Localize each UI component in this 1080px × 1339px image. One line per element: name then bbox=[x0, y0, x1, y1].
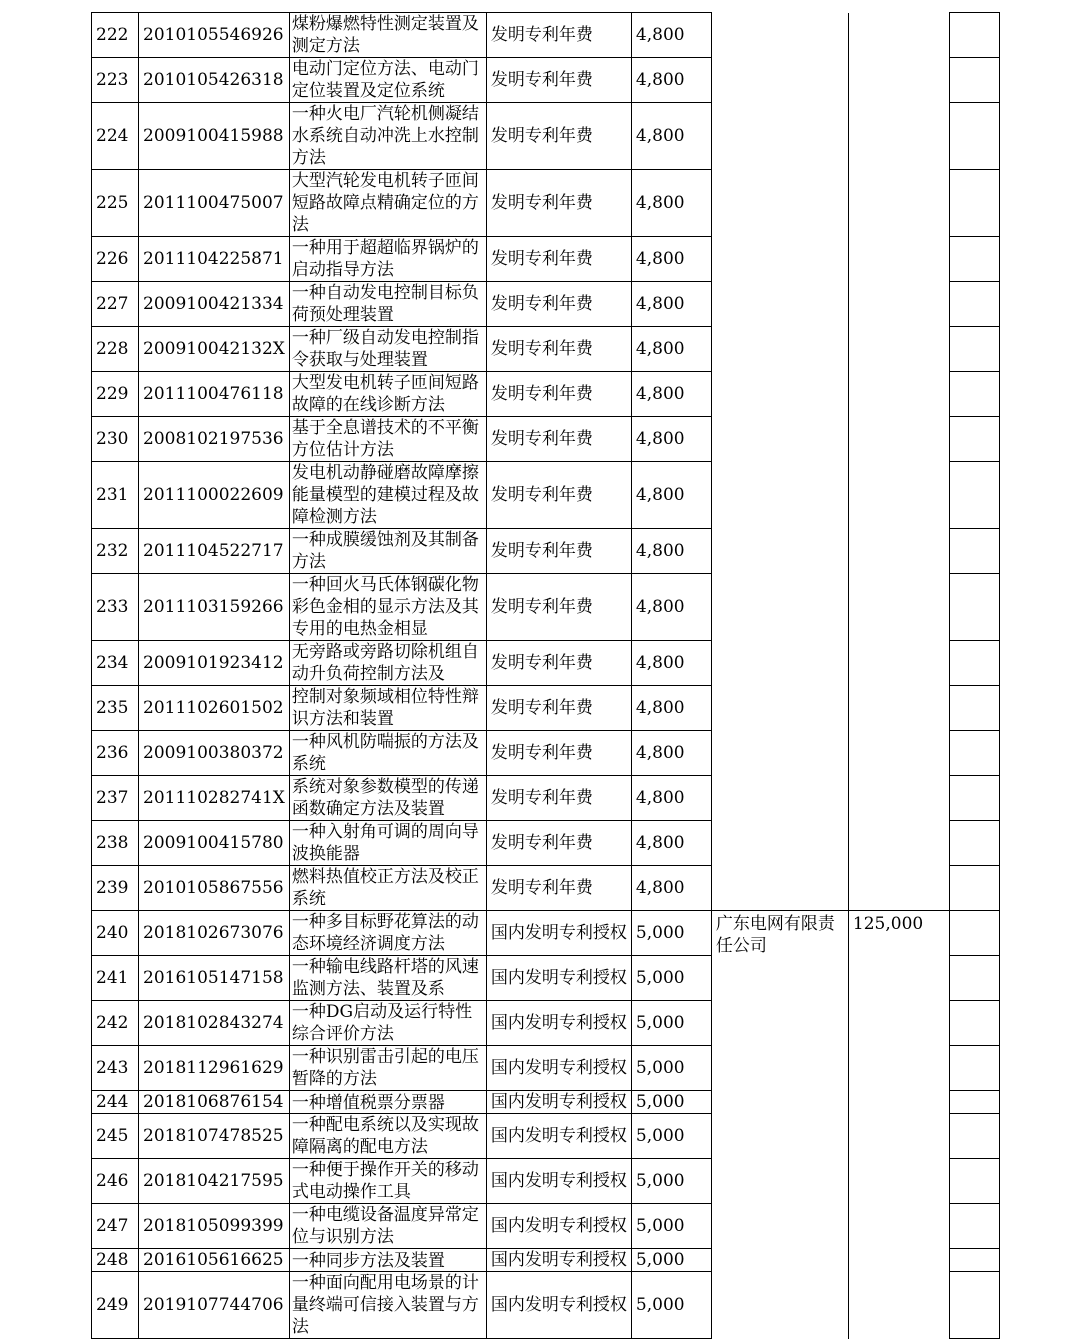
patent-name-text: 一种入射角可调的周向导波换能器 bbox=[291, 822, 479, 864]
application-number: 200910042132X bbox=[139, 327, 290, 372]
row-number: 230 bbox=[92, 417, 139, 462]
fee-amount: 4,800 bbox=[631, 58, 711, 103]
fee-amount: 4,800 bbox=[631, 13, 711, 58]
patent-name-text: 大型汽轮发电机转子匝间短路故障点精确定位的方法 bbox=[291, 171, 479, 235]
table-row bbox=[92, 58, 1000, 103]
organization-empty bbox=[711, 237, 848, 282]
fee-type: 发明专利年费 bbox=[486, 574, 631, 641]
row-number: 222 bbox=[92, 13, 139, 58]
row-number: 231 bbox=[92, 462, 139, 529]
patent-name-text: 一种多目标野花算法的动态环境经济调度方法 bbox=[291, 912, 479, 954]
table-row bbox=[92, 282, 1000, 327]
organization-total-empty bbox=[848, 731, 949, 776]
application-number: 2011104225871 bbox=[139, 237, 290, 282]
table-row bbox=[92, 866, 1000, 911]
blank-cell bbox=[949, 58, 999, 103]
fee-amount: 5,000 bbox=[631, 1249, 711, 1272]
row-number: 238 bbox=[92, 821, 139, 866]
patent-name-text: 一种便于操作开关的移动式电动操作工具 bbox=[291, 1160, 479, 1202]
patent-name-text: 无旁路或旁路切除机组自动升负荷控制方法及 bbox=[291, 642, 479, 684]
table-row bbox=[92, 237, 1000, 282]
patent-name-text: 大型发电机转子匝间短路故障的在线诊断方法 bbox=[291, 373, 479, 415]
table-row bbox=[92, 170, 1000, 237]
patent-name-text: 一种回火马氏体钢碳化物彩色金相的显示方法及其专用的电热金相显 bbox=[291, 575, 479, 639]
patent-name-text: 燃料热值校正方法及校正系统 bbox=[291, 867, 479, 909]
row-number: 248 bbox=[92, 1249, 139, 1272]
patent-name bbox=[289, 103, 486, 170]
patent-name bbox=[289, 1091, 486, 1114]
blank-cell bbox=[949, 1272, 999, 1339]
blank-cell bbox=[949, 821, 999, 866]
organization-total-empty bbox=[848, 282, 949, 327]
fee-amount: 5,000 bbox=[631, 1272, 711, 1339]
blank-cell bbox=[949, 1204, 999, 1249]
fee-amount: 4,800 bbox=[631, 529, 711, 574]
fee-amount: 4,800 bbox=[631, 686, 711, 731]
fee-amount: 5,000 bbox=[631, 1091, 711, 1114]
patent-name-text: 一种火电厂汽轮机侧凝结水系统自动冲洗上水控制方法 bbox=[291, 104, 479, 168]
organization-total-empty bbox=[848, 866, 949, 911]
row-number: 233 bbox=[92, 574, 139, 641]
table-row bbox=[92, 574, 1000, 641]
patent-name-text: 一种DG启动及运行特性综合评价方法 bbox=[291, 1002, 473, 1044]
fee-type: 发明专利年费 bbox=[486, 13, 631, 58]
organization-total-empty bbox=[848, 686, 949, 731]
fee-type: 发明专利年费 bbox=[486, 821, 631, 866]
row-number: 236 bbox=[92, 731, 139, 776]
application-number: 2010105546926 bbox=[139, 13, 290, 58]
row-number: 232 bbox=[92, 529, 139, 574]
blank-cell bbox=[949, 911, 999, 956]
blank-cell bbox=[949, 237, 999, 282]
patent-name-text: 系统对象参数模型的传递函数确定方法及装置 bbox=[291, 777, 479, 819]
table-row bbox=[92, 731, 1000, 776]
application-number: 2018104217595 bbox=[139, 1159, 290, 1204]
patent-name bbox=[289, 956, 486, 1001]
application-number: 2011100022609 bbox=[139, 462, 290, 529]
patent-name bbox=[289, 1249, 486, 1272]
patent-name-text: 一种配电系统以及实现故障隔离的配电方法 bbox=[291, 1115, 479, 1157]
patent-name-text: 一种电缆设备温度异常定位与识别方法 bbox=[291, 1205, 479, 1247]
blank-cell bbox=[949, 1001, 999, 1046]
blank-cell bbox=[949, 417, 999, 462]
row-number: 224 bbox=[92, 103, 139, 170]
fee-type: 国内发明专利授权 bbox=[486, 1159, 631, 1204]
patent-name-text: 一种输电线路杆塔的风速监测方法、装置及系 bbox=[291, 957, 479, 999]
fee-type: 发明专利年费 bbox=[486, 237, 631, 282]
patent-name bbox=[289, 372, 486, 417]
organization-empty bbox=[711, 776, 848, 821]
patent-name bbox=[289, 529, 486, 574]
row-number: 235 bbox=[92, 686, 139, 731]
patent-name bbox=[289, 237, 486, 282]
fee-amount: 4,800 bbox=[631, 170, 711, 237]
patent-name-text: 煤粉爆燃特性测定装置及测定方法 bbox=[291, 14, 479, 56]
application-number: 2018112961629 bbox=[139, 1046, 290, 1091]
organization-total-empty bbox=[848, 13, 949, 58]
organization-total-empty bbox=[848, 372, 949, 417]
application-number: 2018107478525 bbox=[139, 1114, 290, 1159]
organization-empty bbox=[711, 731, 848, 776]
application-number: 2018105099399 bbox=[139, 1204, 290, 1249]
blank-cell bbox=[949, 103, 999, 170]
blank-cell bbox=[949, 1159, 999, 1204]
table-row bbox=[92, 776, 1000, 821]
patent-name-text: 发电机动静碰磨故障摩擦能量模型的建模过程及故障检测方法 bbox=[291, 463, 479, 527]
application-number: 2009100415988 bbox=[139, 103, 290, 170]
table-row bbox=[92, 372, 1000, 417]
patent-name-text: 一种自动发电控制目标负荷预处理装置 bbox=[291, 283, 479, 325]
organization-empty bbox=[711, 282, 848, 327]
organization-empty bbox=[711, 103, 848, 170]
row-number: 244 bbox=[92, 1091, 139, 1114]
row-number: 223 bbox=[92, 58, 139, 103]
application-number: 2019107744706 bbox=[139, 1272, 290, 1339]
fee-type: 国内发明专利授权 bbox=[486, 1272, 631, 1339]
organization-total-empty bbox=[848, 327, 949, 372]
organization-total-empty bbox=[848, 641, 949, 686]
row-number: 226 bbox=[92, 237, 139, 282]
table-row bbox=[92, 103, 1000, 170]
row-number: 245 bbox=[92, 1114, 139, 1159]
organization-total-empty bbox=[848, 529, 949, 574]
application-number: 2010105867556 bbox=[139, 866, 290, 911]
fee-amount: 4,800 bbox=[631, 237, 711, 282]
patent-name bbox=[289, 911, 486, 956]
fee-amount: 4,800 bbox=[631, 282, 711, 327]
fee-type: 国内发明专利授权 bbox=[486, 911, 631, 956]
organization-empty bbox=[711, 327, 848, 372]
blank-cell bbox=[949, 956, 999, 1001]
blank-cell bbox=[949, 574, 999, 641]
fee-amount: 4,800 bbox=[631, 372, 711, 417]
organization-empty bbox=[711, 574, 848, 641]
table-row bbox=[92, 13, 1000, 58]
patent-name-text: 一种面向配用电场景的计量终端可信接入装置与方法 bbox=[291, 1273, 479, 1337]
table-row bbox=[92, 327, 1000, 372]
blank-cell bbox=[949, 686, 999, 731]
row-number: 225 bbox=[92, 170, 139, 237]
fee-type: 国内发明专利授权 bbox=[486, 1114, 631, 1159]
blank-cell bbox=[949, 327, 999, 372]
organization-empty bbox=[711, 529, 848, 574]
fee-type: 国内发明专利授权 bbox=[486, 1204, 631, 1249]
table-row bbox=[92, 529, 1000, 574]
organization-empty bbox=[711, 821, 848, 866]
row-number: 242 bbox=[92, 1001, 139, 1046]
organization-total-empty bbox=[848, 237, 949, 282]
patent-name bbox=[289, 1114, 486, 1159]
application-number: 2018106876154 bbox=[139, 1091, 290, 1114]
patent-name bbox=[289, 13, 486, 58]
application-number: 2011100476118 bbox=[139, 372, 290, 417]
patent-name bbox=[289, 776, 486, 821]
patent-name bbox=[289, 866, 486, 911]
fee-amount: 4,800 bbox=[631, 641, 711, 686]
fee-amount: 4,800 bbox=[631, 821, 711, 866]
fee-type: 发明专利年费 bbox=[486, 462, 631, 529]
patent-name bbox=[289, 170, 486, 237]
blank-cell bbox=[949, 731, 999, 776]
fee-type: 国内发明专利授权 bbox=[486, 1001, 631, 1046]
patent-name bbox=[289, 1159, 486, 1204]
application-number: 2009100415780 bbox=[139, 821, 290, 866]
organization-empty bbox=[711, 170, 848, 237]
organization-empty bbox=[711, 372, 848, 417]
blank-cell bbox=[949, 462, 999, 529]
row-number: 241 bbox=[92, 956, 139, 1001]
patent-name-text: 基于全息谱技术的不平衡方位估计方法 bbox=[291, 418, 479, 460]
patent-name bbox=[289, 1272, 486, 1339]
patent-name bbox=[289, 1001, 486, 1046]
fee-type: 发明专利年费 bbox=[486, 731, 631, 776]
application-number: 2016105147158 bbox=[139, 956, 290, 1001]
row-number: 227 bbox=[92, 282, 139, 327]
blank-cell bbox=[949, 529, 999, 574]
patent-name-text: 控制对象频域相位特性辩识方法和装置 bbox=[291, 687, 479, 729]
fee-amount: 4,800 bbox=[631, 462, 711, 529]
application-number: 2010105426318 bbox=[139, 58, 290, 103]
table-row bbox=[92, 911, 1000, 956]
row-number: 243 bbox=[92, 1046, 139, 1091]
organization-empty bbox=[711, 462, 848, 529]
row-number: 246 bbox=[92, 1159, 139, 1204]
patent-name-text: 一种用于超超临界锅炉的启动指导方法 bbox=[291, 238, 479, 280]
application-number: 2009101923412 bbox=[139, 641, 290, 686]
fee-amount: 5,000 bbox=[631, 1046, 711, 1091]
fee-amount: 4,800 bbox=[631, 327, 711, 372]
application-number: 2011103159266 bbox=[139, 574, 290, 641]
application-number: 2011102601502 bbox=[139, 686, 290, 731]
fee-amount: 4,800 bbox=[631, 776, 711, 821]
fee-type: 发明专利年费 bbox=[486, 641, 631, 686]
fee-amount: 4,800 bbox=[631, 417, 711, 462]
organization-total-empty bbox=[848, 58, 949, 103]
blank-cell bbox=[949, 1114, 999, 1159]
application-number: 2018102843274 bbox=[139, 1001, 290, 1046]
patent-name-text: 一种风机防喘振的方法及系统 bbox=[291, 732, 479, 774]
organization-total-empty bbox=[848, 103, 949, 170]
application-number: 2016105616625 bbox=[139, 1249, 290, 1272]
blank-cell bbox=[949, 282, 999, 327]
organization-empty bbox=[711, 13, 848, 58]
patent-name bbox=[289, 58, 486, 103]
organization-total: 125,000 bbox=[848, 911, 949, 1339]
fee-amount: 4,800 bbox=[631, 731, 711, 776]
application-number: 2009100421334 bbox=[139, 282, 290, 327]
organization-total-empty bbox=[848, 821, 949, 866]
blank-cell bbox=[949, 776, 999, 821]
fee-amount: 5,000 bbox=[631, 956, 711, 1001]
fee-type: 国内发明专利授权 bbox=[486, 1091, 631, 1114]
patent-name bbox=[289, 417, 486, 462]
patent-fee-table bbox=[91, 12, 1000, 1339]
organization-empty bbox=[711, 686, 848, 731]
row-number: 240 bbox=[92, 911, 139, 956]
fee-amount: 5,000 bbox=[631, 911, 711, 956]
fee-type: 发明专利年费 bbox=[486, 372, 631, 417]
application-number: 2018102673076 bbox=[139, 911, 290, 956]
fee-type: 发明专利年费 bbox=[486, 327, 631, 372]
fee-type: 发明专利年费 bbox=[486, 686, 631, 731]
blank-cell bbox=[949, 170, 999, 237]
patent-name-text: 一种成膜缓蚀剂及其制备方法 bbox=[291, 530, 479, 572]
blank-cell bbox=[949, 641, 999, 686]
fee-type: 发明专利年费 bbox=[486, 866, 631, 911]
fee-type: 发明专利年费 bbox=[486, 58, 631, 103]
table-row bbox=[92, 821, 1000, 866]
blank-cell bbox=[949, 866, 999, 911]
organization-total-empty bbox=[848, 574, 949, 641]
fee-type: 发明专利年费 bbox=[486, 417, 631, 462]
patent-name-text: 一种厂级自动发电控制指令获取与处理装置 bbox=[291, 328, 479, 370]
fee-amount: 5,000 bbox=[631, 1114, 711, 1159]
fee-amount: 5,000 bbox=[631, 1204, 711, 1249]
table-row bbox=[92, 641, 1000, 686]
fee-type: 国内发明专利授权 bbox=[486, 1249, 631, 1272]
table-row bbox=[92, 417, 1000, 462]
blank-cell bbox=[949, 13, 999, 58]
patent-name bbox=[289, 686, 486, 731]
fee-type: 发明专利年费 bbox=[486, 282, 631, 327]
patent-name-text: 一种增值税票分票器 bbox=[291, 1093, 445, 1112]
patent-name bbox=[289, 821, 486, 866]
patent-name bbox=[289, 574, 486, 641]
application-number: 2008102197536 bbox=[139, 417, 290, 462]
fee-amount: 4,800 bbox=[631, 866, 711, 911]
row-number: 249 bbox=[92, 1272, 139, 1339]
patent-name bbox=[289, 731, 486, 776]
organization-total-empty bbox=[848, 462, 949, 529]
patent-name bbox=[289, 282, 486, 327]
blank-cell bbox=[949, 1249, 999, 1272]
organization-empty bbox=[711, 866, 848, 911]
table-row bbox=[92, 686, 1000, 731]
patent-name bbox=[289, 1046, 486, 1091]
fee-type: 发明专利年费 bbox=[486, 529, 631, 574]
row-number: 234 bbox=[92, 641, 139, 686]
patent-name bbox=[289, 327, 486, 372]
table-row bbox=[92, 462, 1000, 529]
blank-cell bbox=[949, 1091, 999, 1114]
organization-empty bbox=[711, 641, 848, 686]
organization-total-empty bbox=[848, 776, 949, 821]
patent-name-text: 一种识别雷击引起的电压暂降的方法 bbox=[291, 1047, 479, 1089]
patent-name bbox=[289, 1204, 486, 1249]
organization-total-empty bbox=[848, 417, 949, 462]
organization-empty bbox=[711, 417, 848, 462]
application-number: 201110282741X bbox=[139, 776, 290, 821]
patent-name bbox=[289, 462, 486, 529]
fee-type: 发明专利年费 bbox=[486, 776, 631, 821]
fee-type: 国内发明专利授权 bbox=[486, 956, 631, 1001]
application-number: 2011104522717 bbox=[139, 529, 290, 574]
fee-type: 发明专利年费 bbox=[486, 103, 631, 170]
blank-cell bbox=[949, 372, 999, 417]
row-number: 229 bbox=[92, 372, 139, 417]
row-number: 247 bbox=[92, 1204, 139, 1249]
patent-name-text: 电动门定位方法、电动门定位装置及定位系统 bbox=[291, 59, 479, 101]
row-number: 237 bbox=[92, 776, 139, 821]
patent-name-text: 一种同步方法及装置 bbox=[291, 1251, 445, 1270]
application-number: 2011100475007 bbox=[139, 170, 290, 237]
fee-amount: 5,000 bbox=[631, 1159, 711, 1204]
fee-amount: 4,800 bbox=[631, 574, 711, 641]
patent-name bbox=[289, 641, 486, 686]
organization-name: 广东电网有限责任公司 bbox=[711, 911, 848, 1339]
blank-cell bbox=[949, 1046, 999, 1091]
organization-empty bbox=[711, 58, 848, 103]
organization-total-empty bbox=[848, 170, 949, 237]
fee-amount: 4,800 bbox=[631, 103, 711, 170]
row-number: 228 bbox=[92, 327, 139, 372]
fee-type: 发明专利年费 bbox=[486, 170, 631, 237]
fee-amount: 5,000 bbox=[631, 1001, 711, 1046]
row-number: 239 bbox=[92, 866, 139, 911]
application-number: 2009100380372 bbox=[139, 731, 290, 776]
fee-type: 国内发明专利授权 bbox=[486, 1046, 631, 1091]
